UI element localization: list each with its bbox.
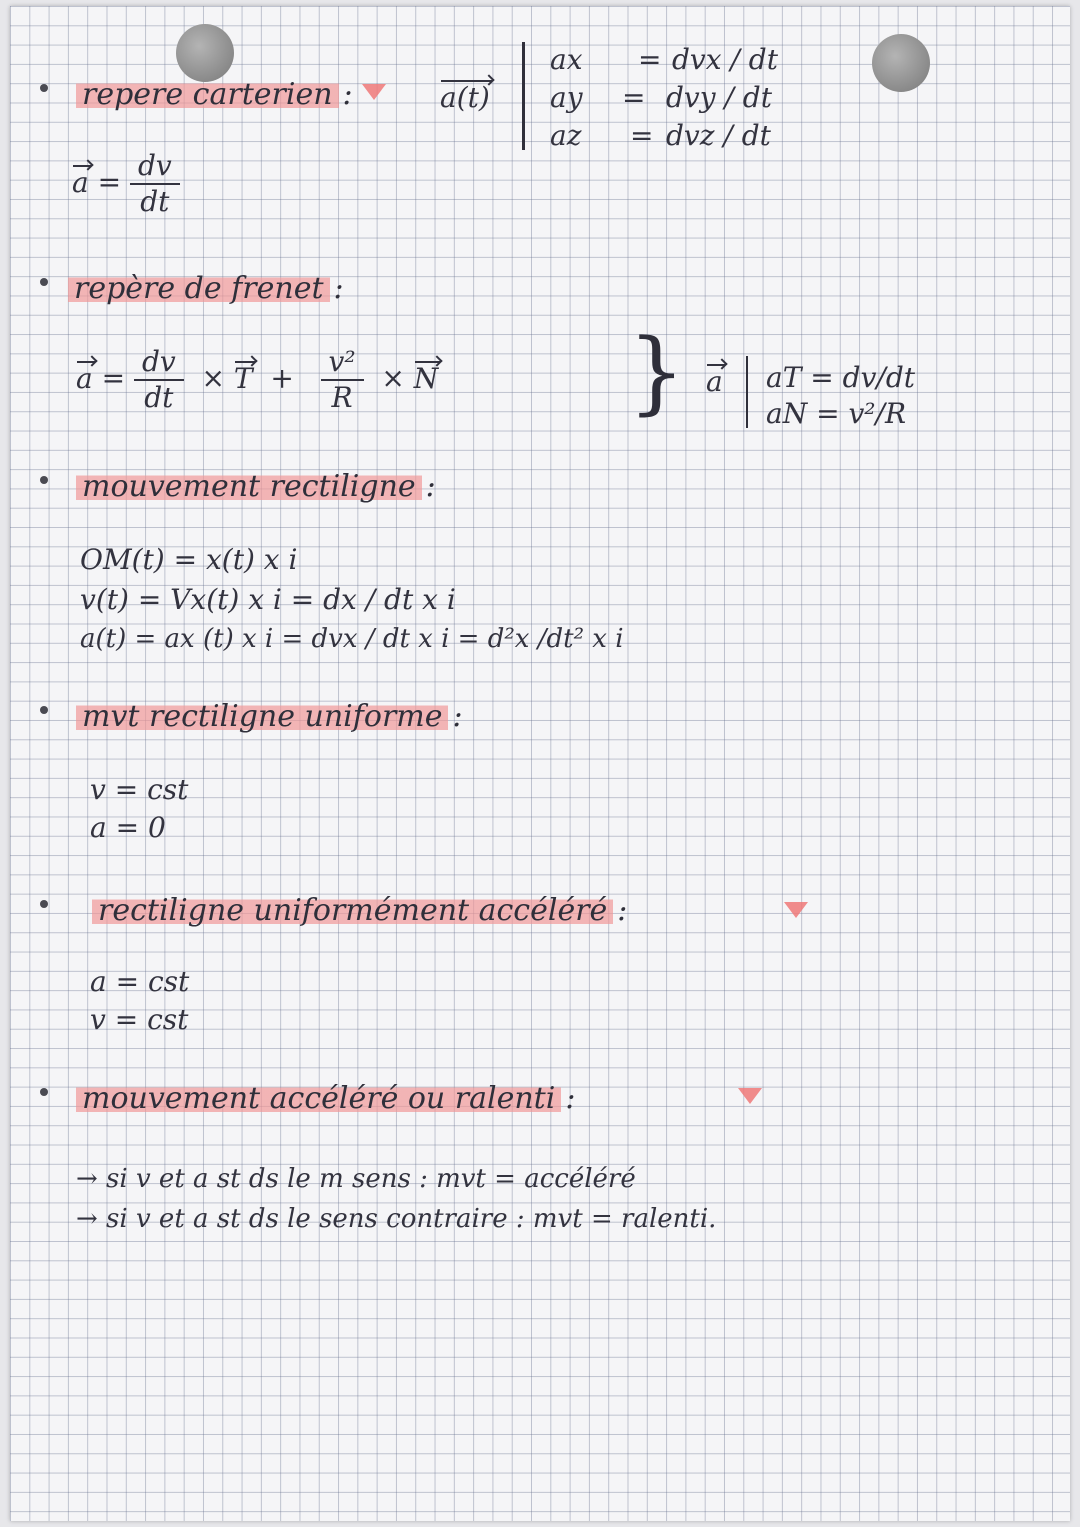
comp-key-ax: ax: [550, 43, 583, 76]
bullet: [40, 278, 48, 286]
highlight-marker: [362, 84, 386, 100]
uniforme-line-1: v = cst: [90, 773, 189, 806]
ralenti-line-1: → si v et a st ds le m sens : mvt = accéléré: [76, 1164, 636, 1194]
frenet-a-label: a: [706, 365, 723, 398]
bullet: [40, 1088, 48, 1096]
comp-key-az: az: [550, 119, 582, 152]
frenet-aN: aN = v²/R: [766, 397, 907, 430]
notebook-page: [10, 6, 1070, 1521]
binder-hole-left: [176, 24, 234, 82]
bullet: [40, 900, 48, 908]
comp-eq: =: [622, 81, 646, 114]
accelere-line-1: a = cst: [90, 965, 190, 998]
uniforme-line-2: a = 0: [90, 811, 166, 844]
formula-a-cartesien: a = $\frac{dv}{dt}$: [72, 152, 180, 216]
heading-rectiligne: mouvement rectiligne :: [76, 472, 436, 502]
rectiligne-line-2: v(t) = Vx(t) x i = dx / dt x i: [80, 583, 456, 616]
rectiligne-line-1: OM(t) = x(t) x i: [80, 543, 298, 576]
bullet: [40, 706, 48, 714]
comp-val-ax: dvx / dt: [672, 43, 778, 76]
comp-val-az: dvz / dt: [666, 119, 771, 152]
highlight-marker: [784, 902, 808, 918]
heading-cartesien: repere carterien :: [76, 80, 353, 110]
heading-frenet: repère de frenet :: [68, 274, 344, 304]
heading-uniforme: mvt rectiligne uniforme :: [76, 702, 463, 732]
component-bar: [746, 356, 748, 428]
heading-accelere-ralenti: mouvement accéléré ou ralenti :: [76, 1084, 575, 1114]
at-label: a(t): [440, 81, 490, 114]
rectiligne-line-3: a(t) = ax (t) x i = dvx / dt x i = d²x /dt² x i: [80, 624, 624, 654]
comp-val-ay: dvy / dt: [666, 81, 772, 114]
frenet-aT: aT = dv/dt: [766, 361, 915, 394]
comp-key-ay: ay: [550, 81, 583, 114]
heading-text: repere carterien: [76, 77, 339, 112]
heading-accelere-uniforme: rectiligne uniformément accéléré :: [92, 896, 627, 926]
bullet: [40, 84, 48, 92]
accelere-line-2: v = cst: [90, 1003, 189, 1036]
comp-eq: =: [630, 119, 654, 152]
bullet: [40, 476, 48, 484]
highlight-marker: [738, 1088, 762, 1104]
ralenti-line-2: → si v et a st ds le sens contraire : mvt = ralenti.: [76, 1204, 717, 1234]
binder-hole-right: [872, 34, 930, 92]
comp-eq: =: [638, 43, 662, 76]
component-bar: [522, 42, 525, 150]
formula-a-frenet: a = $\frac{dv}{dt}$ × T + $\frac{\text{v²}}{R}$ × N: [76, 345, 439, 414]
brace: }: [628, 320, 686, 425]
